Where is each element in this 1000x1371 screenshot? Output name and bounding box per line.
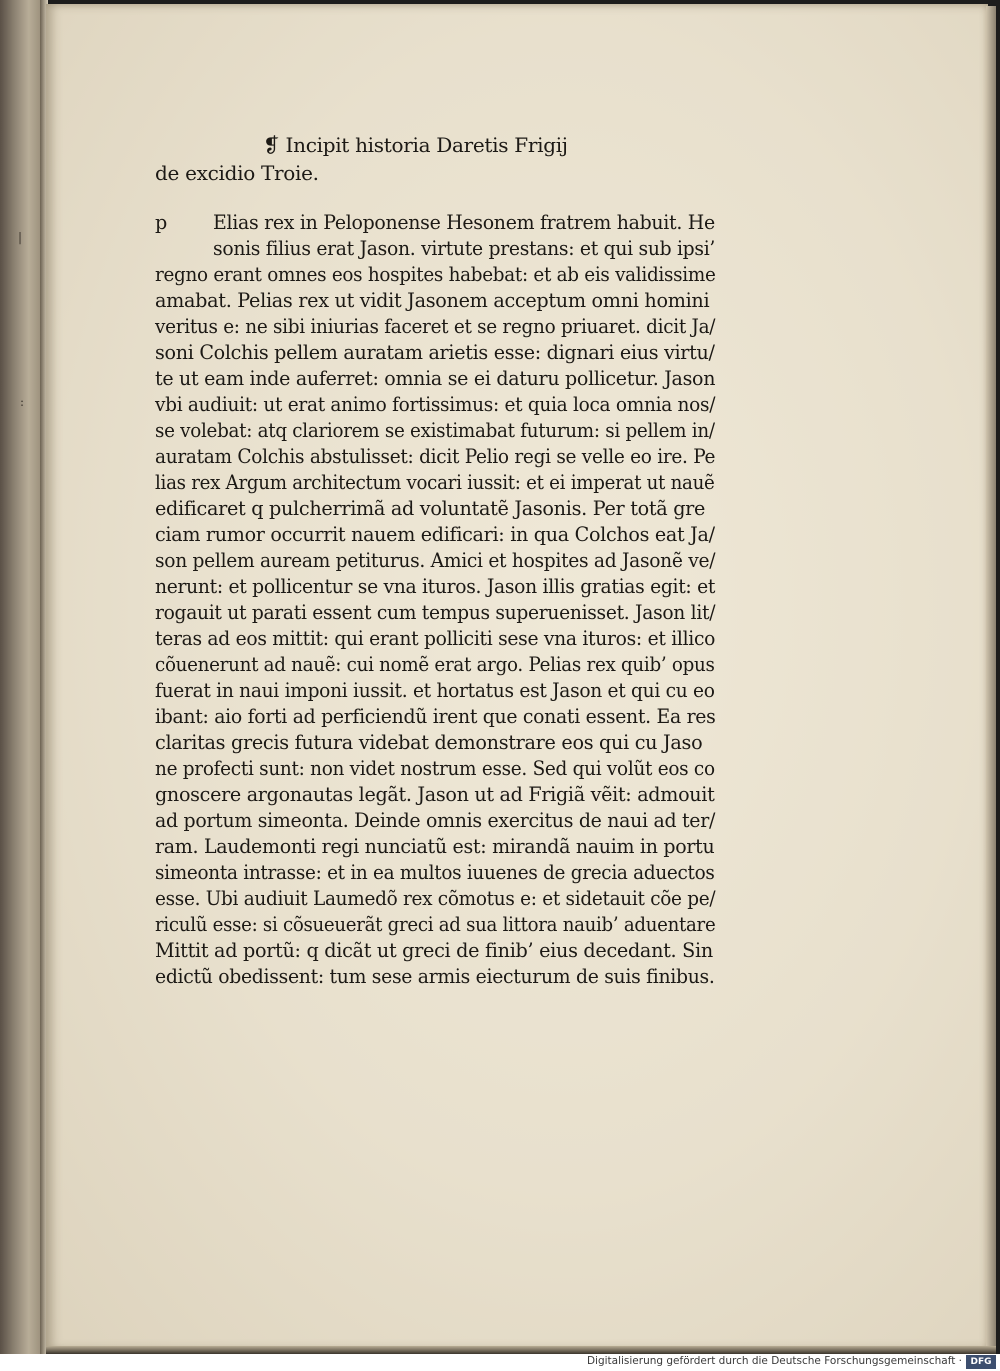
body-line: lias rex Argum architectum vocari iussit: et ei imperat ut nauẽ [155,471,715,494]
heading-line-2: de excidio Troie. [155,161,319,185]
body-line: teras ad eos mittit: qui erant polliciti sese vna ituros: et illico [155,627,716,650]
leaf-mark: : [20,395,25,409]
body-line: amabat. Pelias rex ut vidit Jasonem acceptum omni homini [155,289,710,312]
page-right-edge [986,6,996,1348]
footer-credit: Digitalisierung gefördert durch die Deutsche Forschungsgemeinschaft · [586,1355,962,1367]
body-line: sonis filius erat Jason. virtute prestans: et qui sub ipsi’ [213,237,716,260]
body-line: gnoscere argonautas legãt. Jason ut ad Frigiã vẽit: admouit [155,783,715,806]
leaf-mark: | [18,230,23,244]
body-line: auratam Colchis abstulisset: dicit Pelio regi se velle eo ire. Pe [155,445,716,468]
body-line: edictũ obedissent: tum sese armis eiecturum de suis finibus. [155,965,715,988]
page-bottom-edge [46,1346,996,1354]
initial-letter: p [155,211,167,234]
body-line: nerunt: et pollicentur se vna ituros. Jason illis gratias egit: et [155,575,716,598]
body-line: ciam rumor occurrit nauem edificari: in qua Colchos eat Ja/ [155,523,715,546]
body-line: riculũ esse: si cõsueuerãt greci ad sua littora nauib’ aduentare [155,913,716,936]
body-line: soni Colchis pellem auratam arietis esse: dignari eius virtu/ [155,341,715,364]
body-line: veritus e: ne sibi iniurias faceret et se regno priuaret. dicit Ja/ [155,315,716,338]
body-line: regno erant omnes eos hospites habebat: et ab eis validissime [155,263,716,286]
body-line: edificaret q pulcherrimã ad voluntatẽ Jasonis. Per totã gre [155,497,706,520]
body-line: ne profecti sunt: non videt nostrum esse. Sed qui volũt eos co [155,757,715,780]
heading-line-1: ❡ Incipit historia Daretis Frigij [263,133,568,157]
body-line: simeonta intrasse: et in ea multos iuuenes de grecia aduectos [155,861,715,884]
body-line: ram. Laudemonti regi nunciatũ est: mirandã nauim in portu [155,835,715,858]
body-line: Elias rex in Peloponense Hesonem fratrem habuit. He [213,211,715,234]
body-line: claritas grecis futura videbat demonstrare eos qui cu Jaso [155,731,703,754]
body-line: te ut eam inde auferret: omnia se ei daturu pollicetur. Jason [155,367,716,390]
body-line: esse. Ubi audiuit Laumedõ rex cõmotus e: et sidetauit cõe pe/ [155,887,716,910]
body-line: cõuenerunt ad nauẽ: cui nomẽ erat argo. Pelias rex quib’ opus [155,653,715,676]
body-line: rogauit ut parati essent cum tempus superuenisset. Jason lit/ [155,601,716,624]
body-line: ad portum simeonta. Deinde omnis exercitus de naui ad ter/ [155,809,716,832]
body-line: ibant: aio forti ad perficiendũ irent que conati essent. Ea res [155,705,716,728]
footer-bar [0,1354,1000,1371]
body-line: Mittit ad portũ: q dicãt ut greci de finib’ eius decedant. Sin [155,939,713,962]
body-line: se volebat: atq clariorem se existimabat futurum: si pellem in/ [155,419,715,442]
body-line: son pellem auream petiturus. Amici et hospites ad Jasonẽ ve/ [155,549,716,572]
body-line: fuerat in naui imponi iussit. et hortatus est Jason et qui cu eo [155,679,715,702]
dfg-logo: DFG [966,1355,996,1369]
body-line: vbi audiuit: ut erat animo fortissimus: et quia loca omnia nos/ [155,393,716,416]
